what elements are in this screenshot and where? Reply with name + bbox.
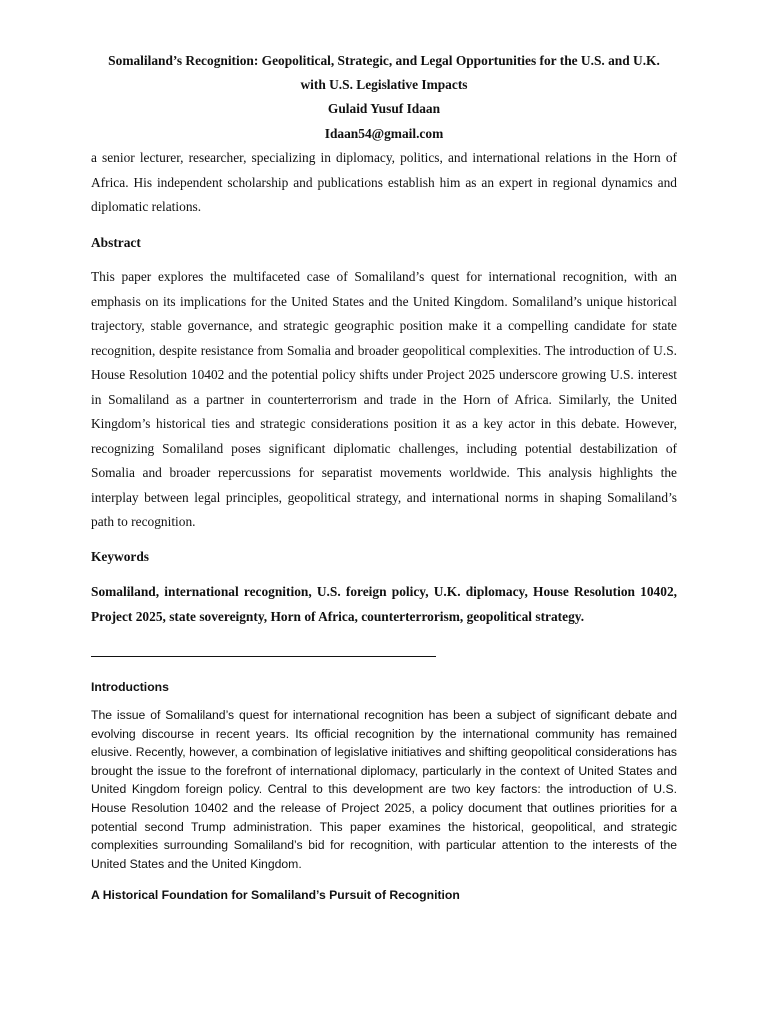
author-bio: a senior lecturer, researcher, specializing in diplomacy, politics, and international relations in the Horn of Africa. His independent scholarship and publications establish him as an expert in regional dynamics and diplomatic relations. [91, 150, 677, 215]
keywords-text: Somaliland, international recognition, U.S. foreign policy, U.K. diplomacy, House Resolution 10402, Project 2025, state sovereignty, Horn of Africa, counterterrorism, geopolitical strategy. [91, 584, 677, 624]
author-email: Idaan54@gmail.com [324, 126, 444, 141]
abstract-text: This paper explores the multifaceted case of Somaliland’s quest for international recognition, with an emphasis on its implications for the United States and the United Kingdom. Somaliland’s unique historical trajectory, stable governance, and strategic geographic position make it a compelling candidate for state recognition, despite resistance from Somalia and broader geopolitical complexities. The introduction of U.S. House Resolution 10402 and the potential policy shifts under Project 2025 underscore growing U.S. interest in Somaliland as a partner in counterterrorism and trade in the Horn of Africa. Similarly, the United Kingdom’s historical ties and strategic considerations position it as a key actor in this debate. However, recognizing Somaliland poses significant diplomatic challenges, including potential destabilization of Somalia and broader repercussions for separatist movements worldwide. This analysis highlights the interplay between legal principles, geopolitical strategy, and international norms in shaping Somaliland’s path to recognition. [91, 269, 677, 529]
paper-title-line-2: with U.S. Legislative Impacts [300, 77, 468, 92]
introduction-text: The issue of Somaliland’s quest for international recognition has been a subject of significant debate and evolving discourse in recent years. Its official recognition by the international community has remained elusive. Recently, however, a combination of legislative initiatives and shifting geopolitical considerations has brought the issue to the forefront of international diplomacy, particularly in the context of United States and United Kingdom foreign policy. Central to this development are two key factors: the introduction of U.S. House Resolution 10402 and the release of Project 2025, a policy document that outlines priorities for a potential second Trump administration. This paper examines the historical, geopolitical, and strategic complexities surrounding Somaliland’s bid for recognition, with particular attention to the interests of the United States and the United Kingdom. [91, 708, 677, 871]
keywords-heading: Keywords [91, 549, 150, 564]
introduction-heading: Introductions [91, 680, 169, 694]
historical-foundation-heading: A Historical Foundation for Somaliland’s Pursuit of Recognition [91, 888, 460, 902]
section-divider [91, 656, 436, 657]
abstract-heading: Abstract [91, 235, 141, 250]
paper-title-line-1: Somaliland’s Recognition: Geopolitical, Strategic, and Legal Opportunities for the U.S. and U.K. [108, 53, 660, 68]
author-name: Gulaid Yusuf Idaan [327, 101, 441, 116]
